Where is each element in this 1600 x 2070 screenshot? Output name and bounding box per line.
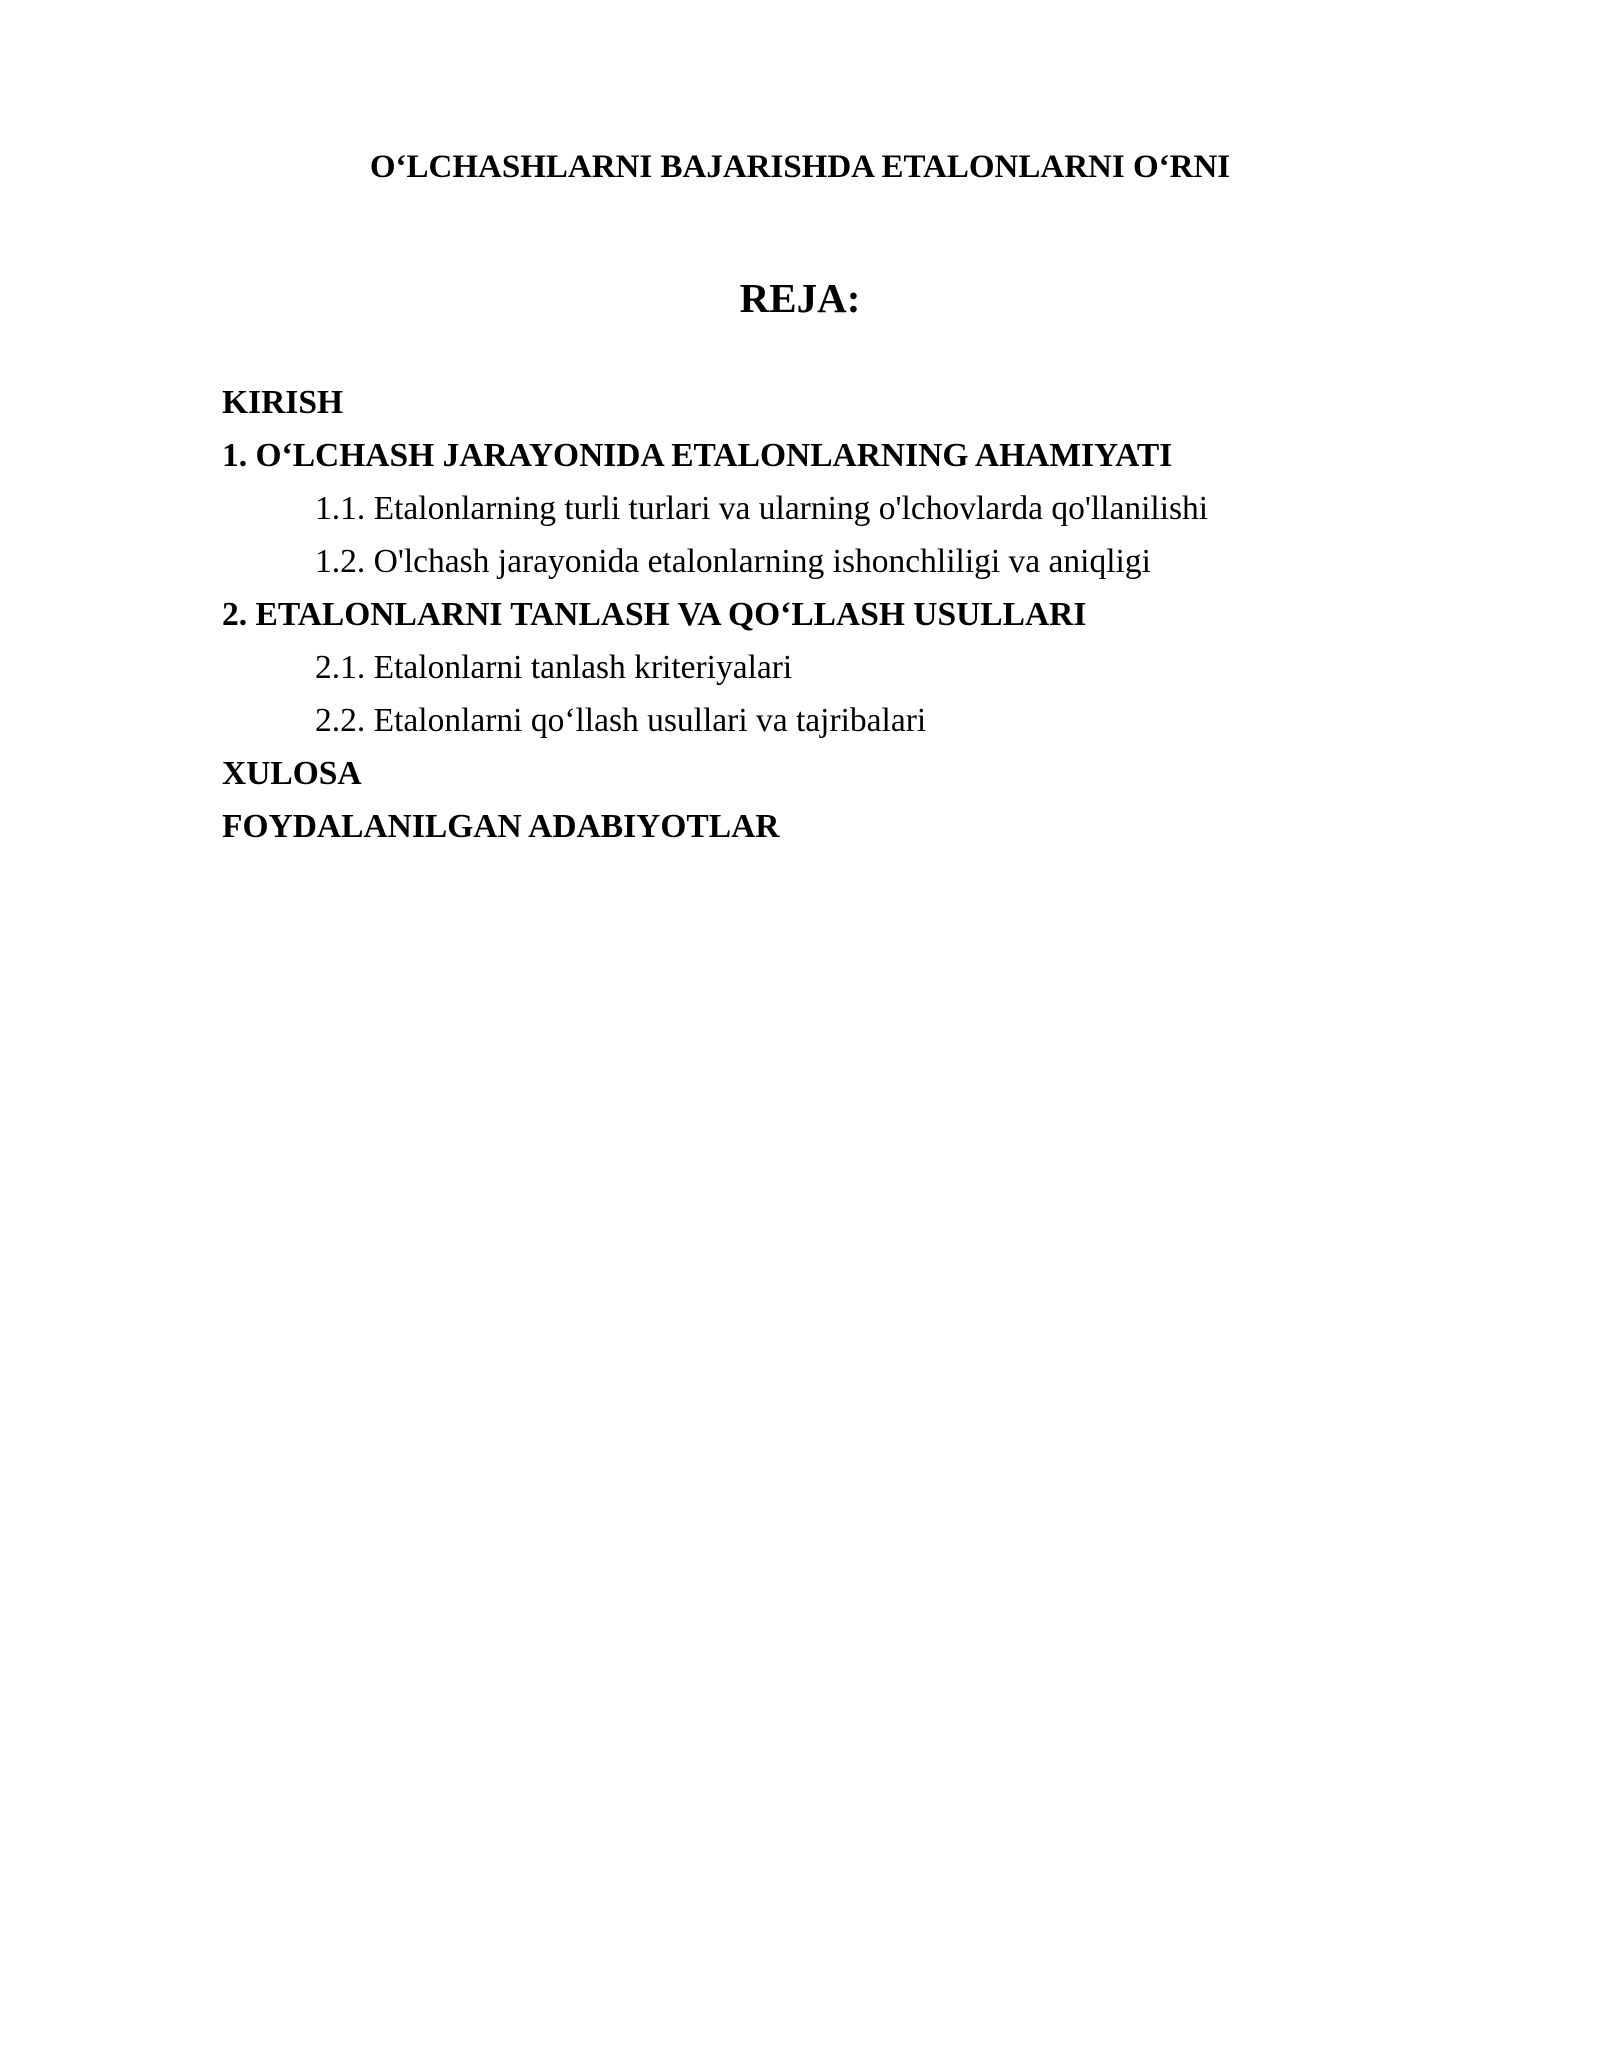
toc-item-section-2-1: 2.1. Etalonlarni tanlash kriteriyalari bbox=[315, 649, 793, 686]
toc-item-intro: KIRISH bbox=[222, 384, 344, 421]
toc-item-section-1-1: 1.1. Etalonlarning turli turlari va ularning o'lchovlarda qo'llanilishi bbox=[315, 490, 1209, 527]
toc-item-section-1: 1. O‘LCHASH JARAYONIDA ETALONLARNING AHAMIYATI bbox=[222, 437, 1173, 474]
toc-item-section-2: 2. ETALONLARNI TANLASH VA QO‘LLASH USULLARI bbox=[222, 596, 1087, 633]
toc-item-conclusion: XULOSA bbox=[222, 755, 362, 792]
plan-heading: REJA: bbox=[739, 275, 861, 321]
document-title: O‘LCHASHLARNI BAJARISHDA ETALONLARNI O‘RNI bbox=[369, 149, 1231, 185]
toc-item-section-2-2: 2.2. Etalonlarni qo‘llash usullari va tajribalari bbox=[315, 702, 927, 739]
toc-item-references: FOYDALANILGAN ADABIYOTLAR bbox=[222, 808, 780, 845]
table-of-contents bbox=[222, 376, 1422, 853]
toc-item-section-1-2: 1.2. O'lchash jarayonida etalonlarning ishonchliligi va aniqligi bbox=[315, 543, 1151, 580]
